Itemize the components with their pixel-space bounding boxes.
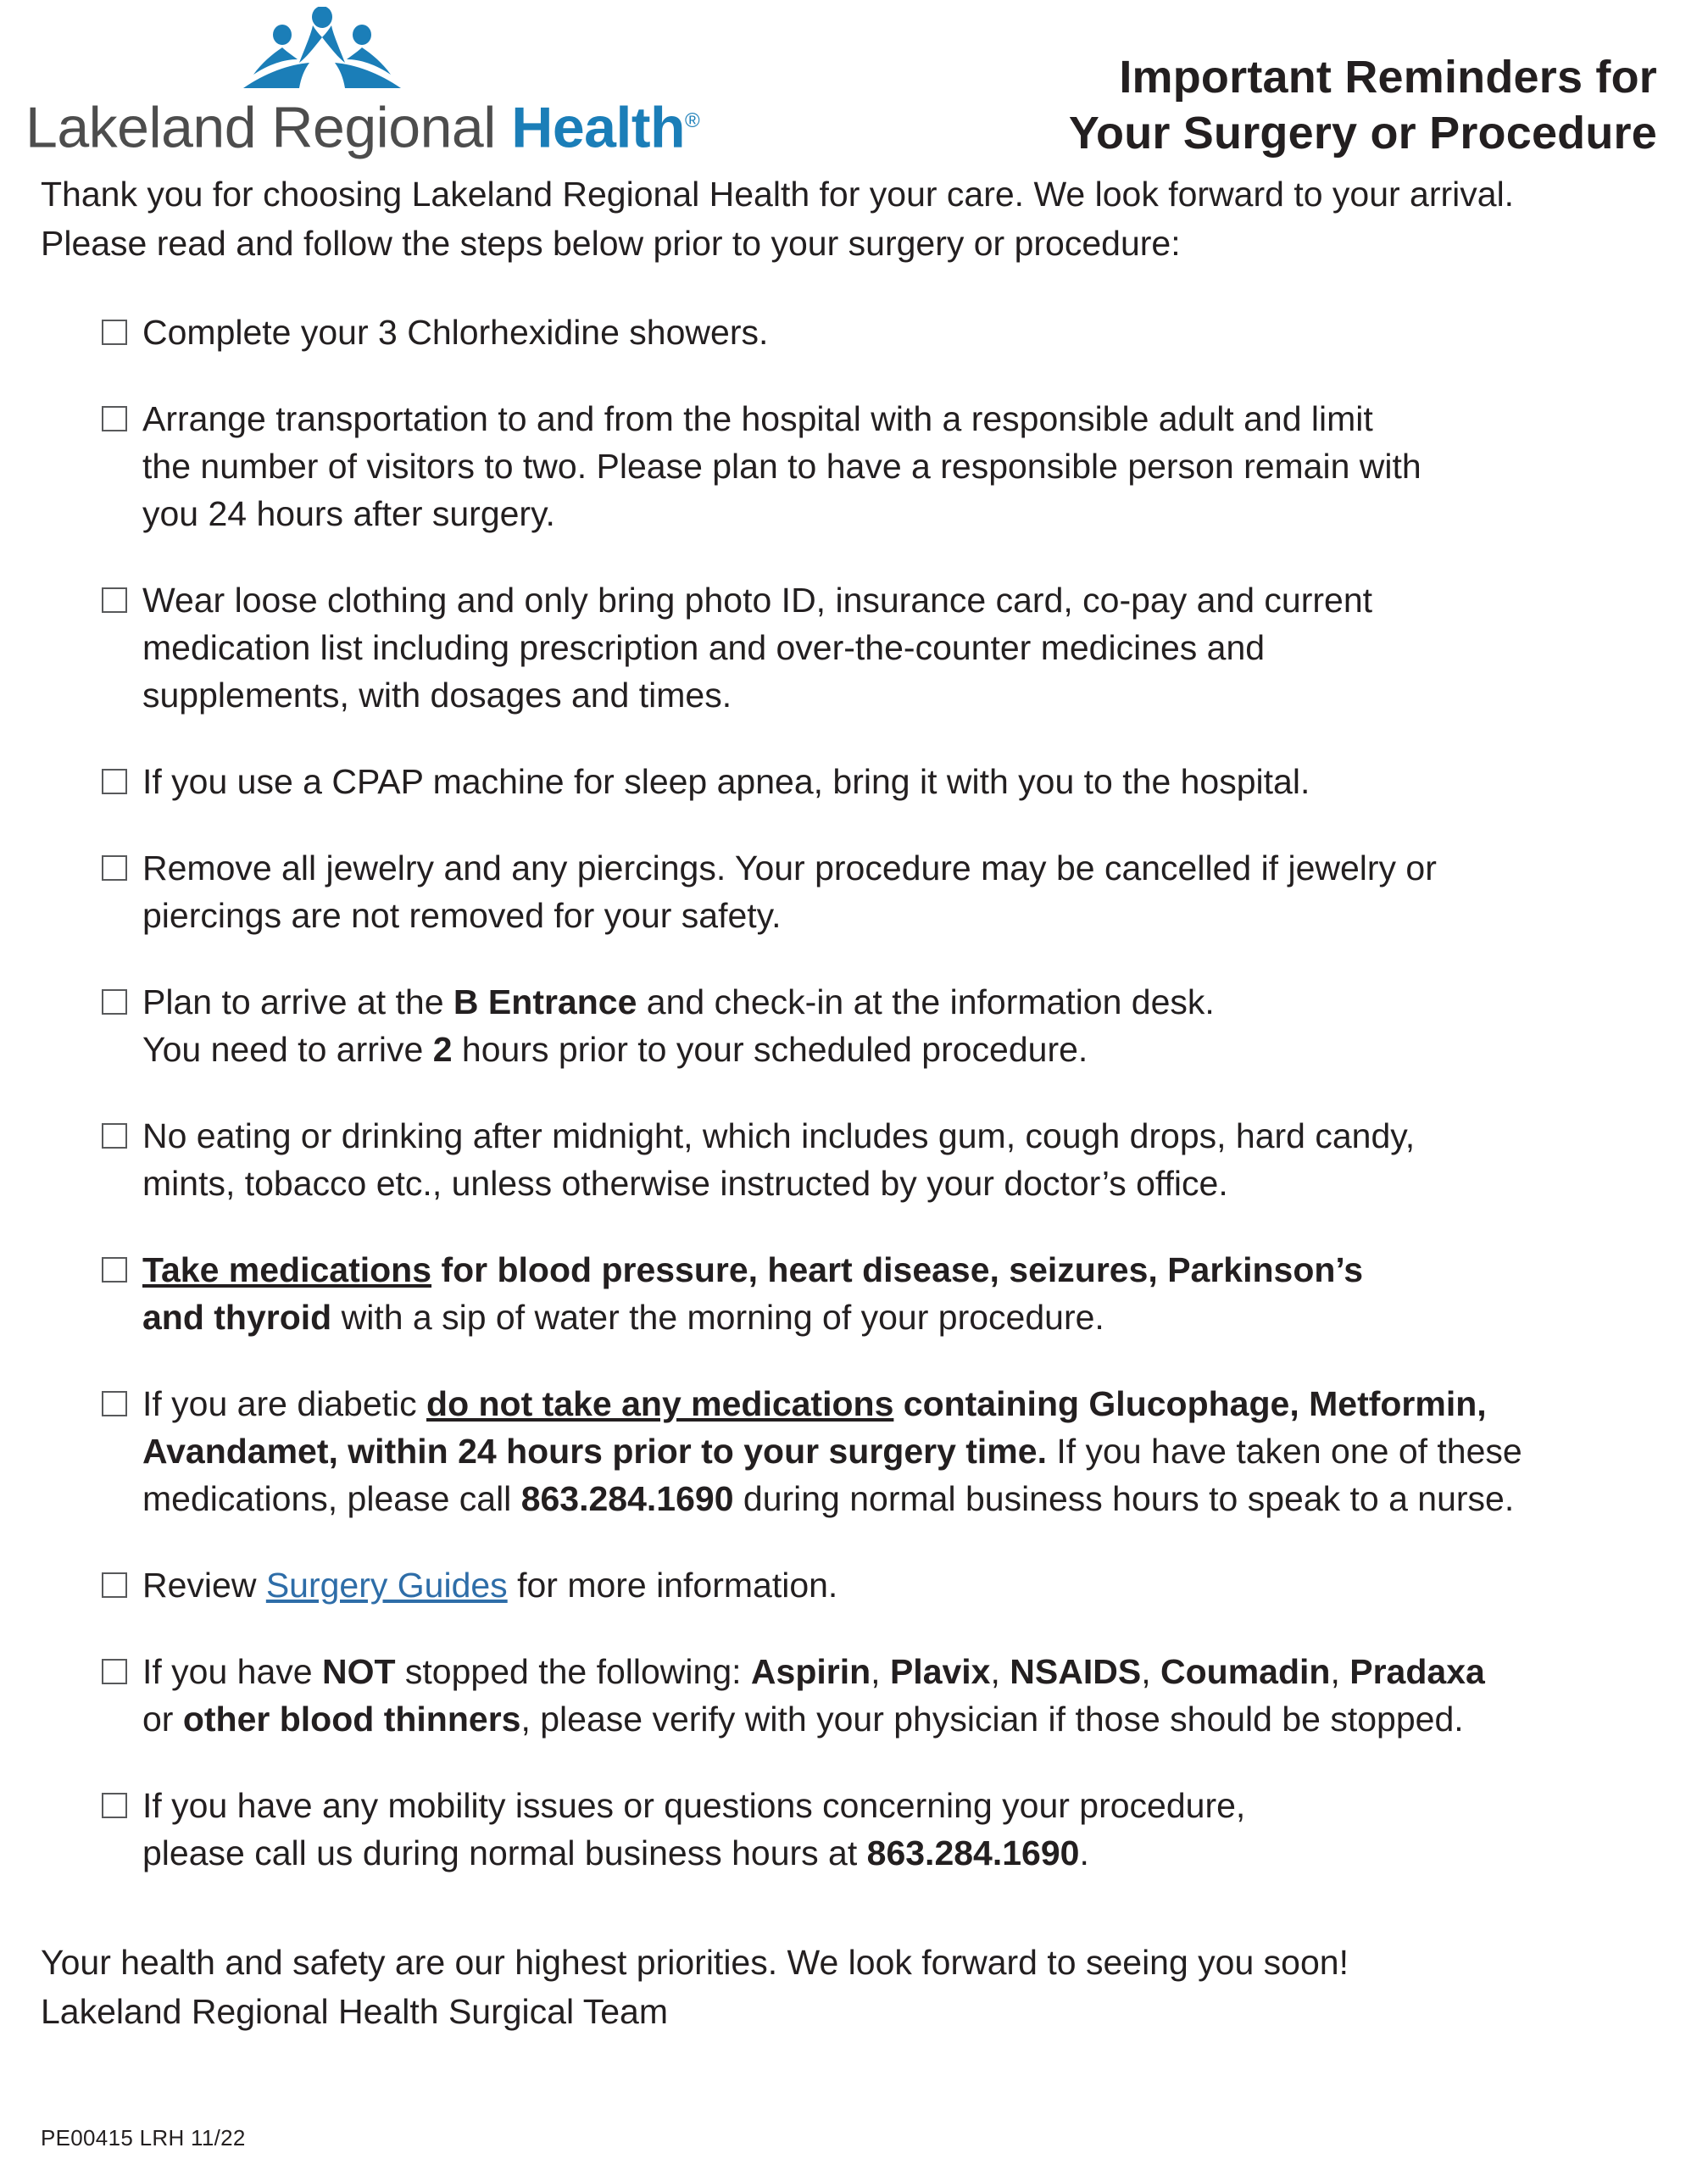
bold-text: Plavix (889, 1652, 991, 1691)
bold-text: and thyroid (142, 1298, 332, 1337)
closing-paragraph (41, 1938, 1657, 2036)
checklist-item-line (142, 1829, 1657, 1877)
bold-text: NSAIDS (1010, 1652, 1142, 1691)
checklist-item-blood-thinners (102, 1648, 1657, 1743)
checklist-item-line (142, 671, 1657, 719)
plain-text: hours prior to your scheduled procedure. (452, 1030, 1088, 1069)
plain-text: You need to arrive (142, 1030, 433, 1069)
checklist-item-text (142, 1782, 1657, 1877)
bold-text: Pradaxa (1349, 1652, 1485, 1691)
plain-text: , (1330, 1652, 1350, 1691)
checklist-item-line (142, 576, 1657, 624)
checkbox-b-entrance-arrival[interactable] (102, 989, 127, 1015)
checklist-item-line (142, 490, 1657, 537)
checklist-item-line (142, 1112, 1657, 1160)
plain-text: , (871, 1652, 890, 1691)
three-figures-logo-icon (225, 7, 420, 88)
checklist-item-chlorhexidine-showers (102, 309, 1657, 356)
checklist-item-text (142, 844, 1657, 939)
checklist-item-text (142, 1380, 1657, 1522)
plain-text: for more information. (507, 1566, 838, 1605)
document-footer-code: PE00415 LRH 11/22 (41, 2125, 246, 2151)
checkbox-mobility-issues[interactable] (102, 1793, 127, 1818)
checklist-item-review-surgery-guides (102, 1561, 1657, 1609)
document-header (0, 0, 1708, 170)
bold-text: 863.284.1690 (866, 1833, 1080, 1872)
page-title (1069, 5, 1666, 161)
checklist-item-text (142, 576, 1657, 719)
plain-text: If you have any mobility issues or questions concerning your procedure, (142, 1786, 1246, 1825)
checklist-item-text (142, 1648, 1657, 1743)
reminders-checklist (41, 309, 1657, 1877)
document-content (0, 170, 1708, 2036)
checklist-item-line (142, 844, 1657, 892)
bold-text: NOT (321, 1652, 396, 1691)
checklist-item-no-eating-drinking (102, 1112, 1657, 1207)
closing-line2: Lakeland Regional Health Surgical Team (41, 1992, 668, 2031)
plain-text: the number of visitors to two. Please plan to have a responsible person remain with (142, 447, 1421, 486)
plain-text: supplements, with dosages and times. (142, 676, 732, 715)
checklist-item-line (142, 624, 1657, 671)
checklist-item-line (142, 758, 1657, 805)
checklist-item-line (142, 1160, 1657, 1207)
bold-text: other blood thinners (182, 1700, 521, 1739)
plain-text: Complete your 3 Chlorhexidine showers. (142, 313, 769, 352)
checklist-item-text (142, 978, 1657, 1073)
checklist-item-text (142, 309, 1657, 356)
plain-text: Review (142, 1566, 266, 1605)
bold-text: containing Glucophage, Metformin, (893, 1384, 1487, 1423)
checklist-item-remove-jewelry (102, 844, 1657, 939)
bold-text: Aspirin (750, 1652, 871, 1691)
checklist-item-line (142, 395, 1657, 442)
plain-text: If you have (142, 1652, 322, 1691)
plain-text: . (1079, 1833, 1089, 1872)
checklist-item-take-medications (102, 1246, 1657, 1341)
checklist-item-line (142, 1782, 1657, 1829)
checklist-item-line (142, 442, 1657, 490)
plain-text: medication list including prescription and over-the-counter medicines and (142, 628, 1266, 667)
registered-trademark-icon: ® (685, 109, 700, 132)
checklist-item-text (142, 1246, 1657, 1341)
plain-text: with a sip of water the morning of your procedure. (331, 1298, 1104, 1337)
checklist-item-text (142, 1112, 1657, 1207)
plain-text: medications, please call (142, 1479, 521, 1518)
checklist-item-line (142, 978, 1657, 1026)
page-title-line2: Your Surgery or Procedure (1068, 108, 1657, 159)
checklist-item-line (142, 1695, 1657, 1743)
checkbox-review-surgery-guides[interactable] (102, 1572, 127, 1598)
checklist-item-line (142, 1475, 1657, 1522)
checkbox-wear-loose-clothing[interactable] (102, 587, 127, 613)
plain-text: during normal business hours to speak to a nurse. (733, 1479, 1515, 1518)
checklist-item-arrange-transportation (102, 395, 1657, 537)
checklist-item-line (142, 1380, 1657, 1427)
checklist-item-wear-loose-clothing (102, 576, 1657, 719)
checklist-item-line (142, 1294, 1657, 1341)
plain-text: Plan to arrive at the (142, 982, 453, 1021)
intro-line2: Please read and follow the steps below prior to your surgery or procedure: (41, 224, 1181, 263)
plain-text: Arrange transportation to and from the hospital with a responsible adult and limit (142, 399, 1373, 438)
bold-text: for blood pressure, heart disease, seizures, Parkinson’s (431, 1250, 1364, 1289)
plain-text: If you are diabetic (142, 1384, 427, 1423)
checklist-item-b-entrance-arrival (102, 978, 1657, 1073)
checkbox-remove-jewelry[interactable] (102, 855, 127, 881)
plain-text: , (1141, 1652, 1161, 1691)
bold-text: 2 (432, 1030, 453, 1069)
closing-line1: Your health and safety are our highest priorities. We look forward to seeing you soon! (41, 1943, 1349, 1982)
bold-text: B Entrance (453, 982, 637, 1021)
plain-text: No eating or drinking after midnight, which includes gum, cough drops, hard candy, (142, 1116, 1416, 1155)
checkbox-chlorhexidine-showers[interactable] (102, 320, 127, 345)
brand-wordmark-part2: Health (511, 95, 686, 160)
brand-logo (25, 5, 700, 160)
plain-text: , (990, 1652, 1010, 1691)
plain-text: Wear loose clothing and only bring photo ID, insurance card, co-pay and current (142, 581, 1373, 620)
plain-text: , please verify with your physician if those should be stopped. (520, 1700, 1464, 1739)
bold-text: 863.284.1690 (520, 1479, 734, 1518)
bold-underlined-text: do not take any medications (426, 1384, 894, 1423)
checklist-item-text (142, 395, 1657, 537)
checklist-item-mobility-issues (102, 1782, 1657, 1877)
bold-underlined-text: Take medications (142, 1250, 432, 1289)
checkbox-diabetic-medications[interactable] (102, 1391, 127, 1416)
plain-text: If you have taken one of these (1046, 1432, 1522, 1471)
checklist-item-line (142, 1427, 1657, 1475)
plain-text: piercings are not removed for your safety. (142, 896, 782, 935)
intro-line1: Thank you for choosing Lakeland Regional Health for your care. We look forward to your arrival. (41, 175, 1515, 214)
checkbox-cpap-machine[interactable] (102, 769, 127, 794)
bold-text: Avandamet, within 24 hours prior to your surgery time. (142, 1432, 1047, 1471)
checklist-item-cpap-machine (102, 758, 1657, 805)
checkbox-no-eating-drinking[interactable] (102, 1123, 127, 1149)
plain-text: If you use a CPAP machine for sleep apnea, bring it with you to the hospital. (142, 762, 1310, 801)
plain-text: Remove all jewelry and any piercings. Your procedure may be cancelled if jewelry or (142, 849, 1437, 887)
checkbox-take-medications[interactable] (102, 1257, 127, 1283)
checkbox-blood-thinners[interactable] (102, 1659, 127, 1684)
brand-wordmark-part1: Lakeland Regional (25, 95, 512, 160)
checkbox-arrange-transportation[interactable] (102, 406, 127, 431)
checklist-item-line (142, 309, 1657, 356)
plain-text: and check-in at the information desk. (637, 982, 1215, 1021)
checklist-item-line (142, 1026, 1657, 1073)
plain-text: you 24 hours after surgery. (142, 494, 555, 533)
checklist-item-line (142, 1561, 1657, 1609)
checklist-item-text (142, 758, 1657, 805)
page-title-line1: Important Reminders for (1119, 52, 1657, 103)
brand-wordmark (25, 90, 700, 160)
checklist-item-line (142, 1648, 1657, 1695)
checklist-item-diabetic-medications (102, 1380, 1657, 1522)
plain-text: mints, tobacco etc., unless otherwise instructed by your doctor’s office. (142, 1164, 1228, 1203)
surgery-guides-link[interactable]: Surgery Guides (265, 1566, 508, 1605)
plain-text: or (142, 1700, 183, 1739)
bold-text: Coumadin (1160, 1652, 1331, 1691)
checklist-item-line (142, 892, 1657, 939)
plain-text: please call us during normal business hours at (142, 1833, 867, 1872)
plain-text: stopped the following: (395, 1652, 751, 1691)
intro-paragraph (41, 170, 1657, 268)
checklist-item-line (142, 1246, 1657, 1294)
checklist-item-text (142, 1561, 1657, 1609)
